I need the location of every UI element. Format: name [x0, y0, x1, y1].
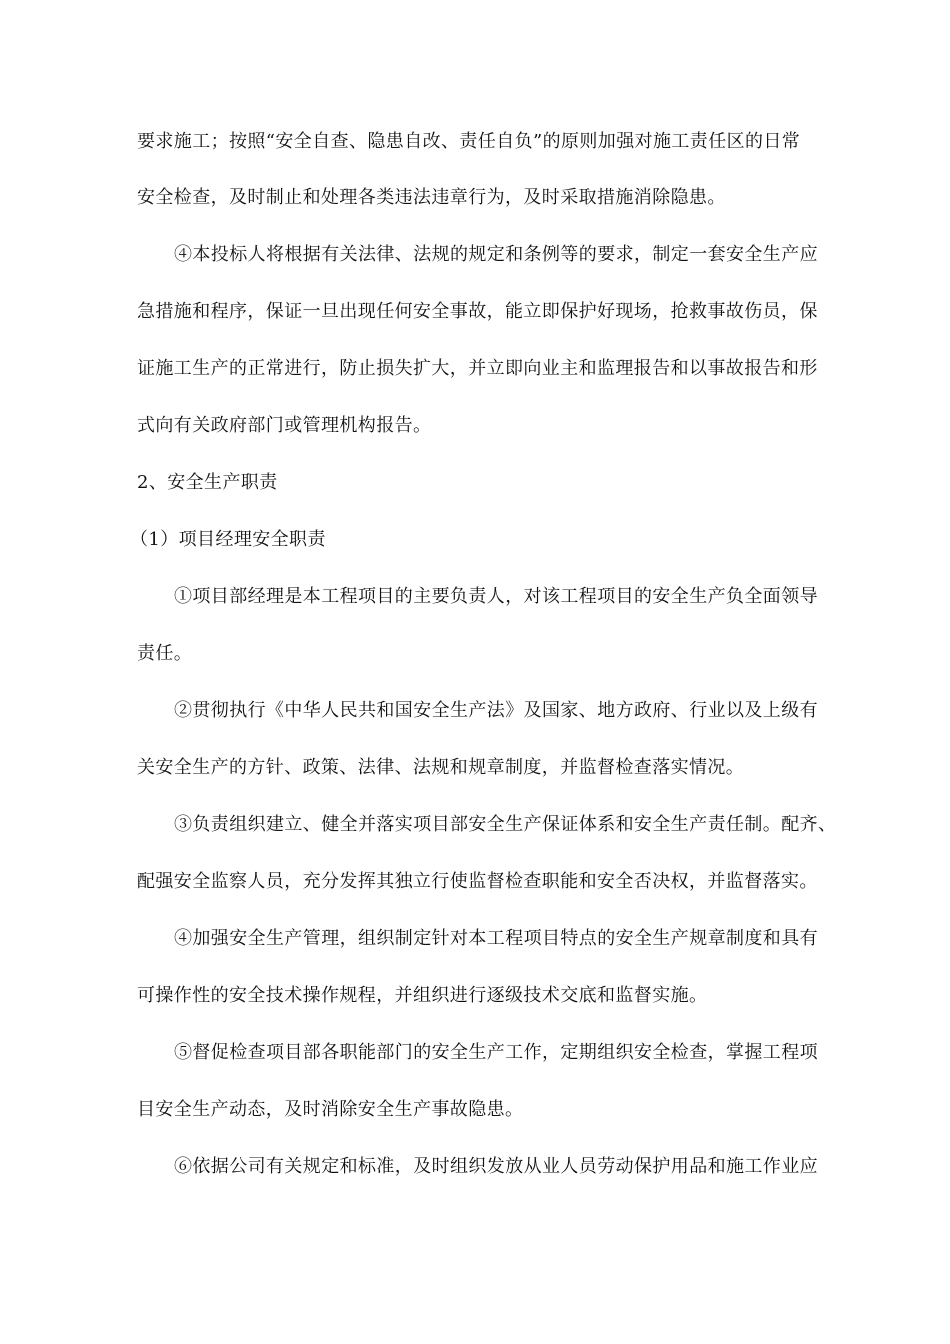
paragraph-line: 证施工生产的正常进行，防止损失扩大，并立即向业主和监理报告和以事故报告和形: [137, 358, 818, 379]
paragraph-line: 可操作性的安全技术操作规程，并组织进行逐级技术交底和监督实施。: [137, 985, 708, 1006]
paragraph-line: ③负责组织建立、健全并落实项目部安全生产保证体系和安全生产责任制。配齐、: [174, 814, 837, 835]
paragraph-line: 关安全生产的方针、政策、法律、法规和规章制度，并监督检查落实情况。: [137, 757, 745, 778]
paragraph-line: ⑤督促检查项目部各职能部门的安全生产工作，定期组织安全检查，掌握工程项: [174, 1042, 818, 1063]
paragraph-line: ①项目部经理是本工程项目的主要负责人，对该工程项目的安全生产负全面领导: [174, 586, 818, 607]
paragraph-line: ②贯彻执行《中华人民共和国安全生产法》及国家、地方政府、行业以及上级有: [174, 700, 818, 721]
paragraph-line: 要求施工；按照“安全自查、隐患自改、责任自负”的原则加强对施工责任区的日常: [137, 131, 801, 152]
paragraph-line: 目安全生产动态，及时消除安全生产事故隐患。: [137, 1099, 524, 1120]
section-heading: 2、安全生产职责: [137, 472, 278, 493]
paragraph-line: 式向有关政府部门或管理机构报告。: [137, 415, 432, 436]
paragraph-line: ⑥依据公司有关规定和标准，及时组织发放从业人员劳动保护用品和施工作业应: [174, 1156, 818, 1177]
paragraph-line: 配强安全监察人员，充分发挥其独立行使监督检查职能和安全否决权，并监督落实。: [137, 871, 818, 892]
paragraph-line: 责任。: [137, 643, 193, 664]
paragraph-line: ④本投标人将根据有关法律、法规的规定和条例等的要求，制定一套安全生产应: [174, 244, 818, 265]
paragraph-line: 急措施和程序，保证一旦出现任何安全事故，能立即保护好现场，抢救事故伤员，保: [137, 301, 818, 322]
paragraph-line: 安全检查，及时制止和处理各类违法违章行为，及时采取措施消除隐患。: [137, 187, 726, 208]
paragraph-line: ④加强安全生产管理，组织制定针对本工程项目特点的安全生产规章制度和具有: [174, 928, 818, 949]
subsection-heading: （1）项目经理安全职责: [130, 529, 326, 550]
